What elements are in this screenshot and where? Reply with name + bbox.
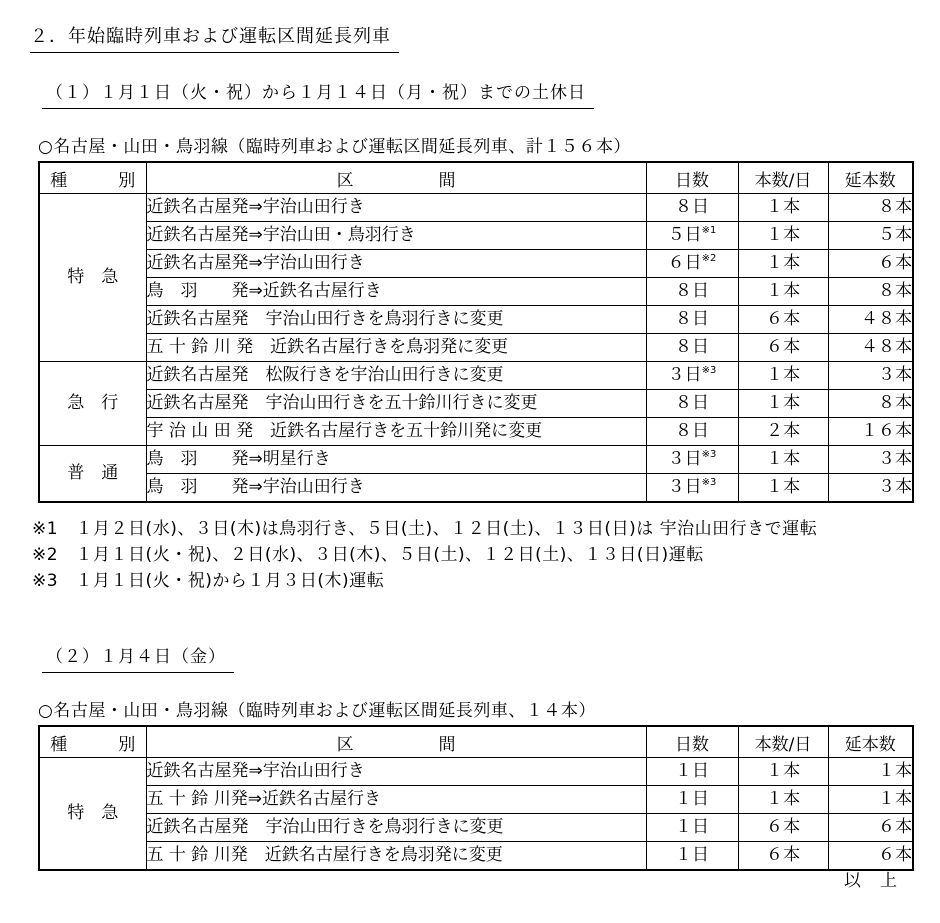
total-cell: １本 (828, 786, 913, 814)
table-row (39, 362, 913, 390)
per-day-cell: １本 (738, 222, 828, 250)
footnote-marker: ※1 (701, 225, 717, 236)
total-cell: ６本 (828, 814, 913, 842)
footnote-3: ※3 １月１日(火・祝)から１月３日(木)運転 (32, 571, 385, 591)
per-day-cell: １本 (738, 278, 828, 306)
table-row (39, 842, 913, 871)
col-total: 延本数 (828, 162, 913, 194)
footnote-marker: ※3 (701, 477, 717, 488)
header-row (39, 162, 913, 194)
table-row (39, 390, 913, 418)
section-cell: 五 十 鈴 川 発 近鉄名古屋行きを鳥羽発に変更 (146, 334, 646, 362)
kind-cell: 普 通 (39, 446, 146, 503)
table-row (39, 194, 913, 222)
per-day-cell: １本 (738, 250, 828, 278)
table-row (39, 786, 913, 814)
total-cell: ８本 (828, 278, 913, 306)
days-cell: ８日 (646, 390, 738, 418)
per-day-cell: ６本 (738, 306, 828, 334)
table2 (38, 725, 914, 871)
total-cell: ３本 (828, 446, 913, 474)
section-cell: 近鉄名古屋発 宇治山田行きを五十鈴川行きに変更 (146, 390, 646, 418)
days-cell: １日 (646, 814, 738, 842)
page-title: ２．年始臨時列車および運転区間延長列車 (30, 26, 399, 53)
section-cell: 近鉄名古屋発⇒宇治山田・鳥羽行き (146, 222, 646, 250)
total-cell: ５本 (828, 222, 913, 250)
section-cell: 五 十 鈴 川発 近鉄名古屋行きを鳥羽発に変更 (146, 842, 646, 871)
section-cell: 鳥 羽 発⇒宇治山田行き (146, 474, 646, 503)
table-row (39, 306, 913, 334)
per-day-cell: １本 (738, 786, 828, 814)
col-per-day: 本数/日 (738, 162, 828, 194)
col-section: 区 間 (146, 162, 646, 194)
section-1-heading: （１）１月１日（火・祝）から１月１４日（月・祝）までの土休日 (42, 83, 594, 109)
header-row (39, 726, 913, 758)
per-day-cell: ６本 (738, 842, 828, 871)
table-2-caption: ○名古屋・山田・鳥羽線（臨時列車および運転区間延長列車、１４本） (38, 701, 596, 721)
per-day-cell: １本 (738, 474, 828, 503)
total-cell: ８本 (828, 194, 913, 222)
table-row (39, 278, 913, 306)
days-cell: ５日$^{※1}$ (646, 222, 738, 250)
col-section: 区 間 (146, 726, 646, 758)
total-cell: ３本 (828, 474, 913, 503)
col-days: 日数 (646, 162, 738, 194)
per-day-cell: １本 (738, 390, 828, 418)
footnote-2: ※2 １月１日(火・祝)、２日(水)、３日(木)、５日(土)、１２日(土)、１３日(日)運転 (32, 545, 704, 565)
footnote-marker: ※3 (701, 449, 717, 460)
col-total: 延本数 (828, 726, 913, 758)
total-cell: ４８本 (828, 306, 913, 334)
per-day-cell: ２本 (738, 418, 828, 446)
section-cell: 宇 治 山 田 発 近鉄名古屋行きを五十鈴川発に変更 (146, 418, 646, 446)
section-cell: 近鉄名古屋発⇒宇治山田行き (146, 758, 646, 786)
section-cell: 近鉄名古屋発⇒宇治山田行き (146, 194, 646, 222)
col-per-day: 本数/日 (738, 726, 828, 758)
table-row (39, 474, 913, 503)
col-kind: 種 別 (39, 726, 146, 758)
section-cell: 近鉄名古屋発 宇治山田行きを鳥羽行きに変更 (146, 306, 646, 334)
table-row (39, 418, 913, 446)
table-row (39, 334, 913, 362)
section-2-heading: （２）１月４日（金） (42, 647, 234, 673)
footnote-marker: ※3 (701, 365, 717, 376)
days-cell: ８日 (646, 334, 738, 362)
section-cell: 鳥 羽 発⇒近鉄名古屋行き (146, 278, 646, 306)
per-day-cell: １本 (738, 446, 828, 474)
footnotes (32, 516, 940, 594)
section-cell: 五 十 鈴 川発⇒近鉄名古屋行き (146, 786, 646, 814)
total-cell: １６本 (828, 418, 913, 446)
table1 (38, 161, 914, 503)
total-cell: ６本 (828, 250, 913, 278)
closing-text: 以 上 (844, 871, 898, 891)
section-cell: 鳥 羽 発⇒明星行き (146, 446, 646, 474)
col-days: 日数 (646, 726, 738, 758)
total-cell: ６本 (828, 842, 913, 871)
kind-cell: 急 行 (39, 362, 146, 446)
table-row (39, 446, 913, 474)
per-day-cell: ６本 (738, 334, 828, 362)
per-day-cell: １本 (738, 194, 828, 222)
days-cell: ３日$^{※3}$ (646, 362, 738, 390)
per-day-cell: １本 (738, 758, 828, 786)
table-row (39, 250, 913, 278)
total-cell: ３本 (828, 362, 913, 390)
kind-cell: 特 急 (39, 194, 146, 362)
days-cell: ８日 (646, 306, 738, 334)
table-row (39, 814, 913, 842)
footnote-marker: ※2 (701, 253, 717, 264)
days-cell: ８日 (646, 194, 738, 222)
days-cell: １日 (646, 786, 738, 814)
section-cell: 近鉄名古屋発 松阪行きを宇治山田行きに変更 (146, 362, 646, 390)
total-cell: ４８本 (828, 334, 913, 362)
total-cell: ８本 (828, 390, 913, 418)
footnote-1: ※1 １月２日(水)、３日(木)は鳥羽行き、５日(土)、１２日(土)、１３日(日)は 宇治山田行きで運転 (32, 519, 818, 539)
per-day-cell: １本 (738, 362, 828, 390)
days-cell: ８日 (646, 418, 738, 446)
days-cell: ６日$^{※2}$ (646, 250, 738, 278)
section-cell: 近鉄名古屋発 宇治山田行きを鳥羽行きに変更 (146, 814, 646, 842)
days-cell: ８日 (646, 278, 738, 306)
table-1-caption: ○名古屋・山田・鳥羽線（臨時列車および運転区間延長列車、計１５６本） (38, 137, 631, 157)
table-row (39, 222, 913, 250)
per-day-cell: ６本 (738, 814, 828, 842)
col-kind: 種 別 (39, 162, 146, 194)
days-cell: １日 (646, 758, 738, 786)
total-cell: １本 (828, 758, 913, 786)
kind-cell: 特 急 (39, 758, 146, 871)
days-cell: ３日$^{※3}$ (646, 474, 738, 503)
days-cell: １日 (646, 842, 738, 871)
table-row (39, 758, 913, 786)
days-cell: ３日$^{※3}$ (646, 446, 738, 474)
section-cell: 近鉄名古屋発⇒宇治山田行き (146, 250, 646, 278)
